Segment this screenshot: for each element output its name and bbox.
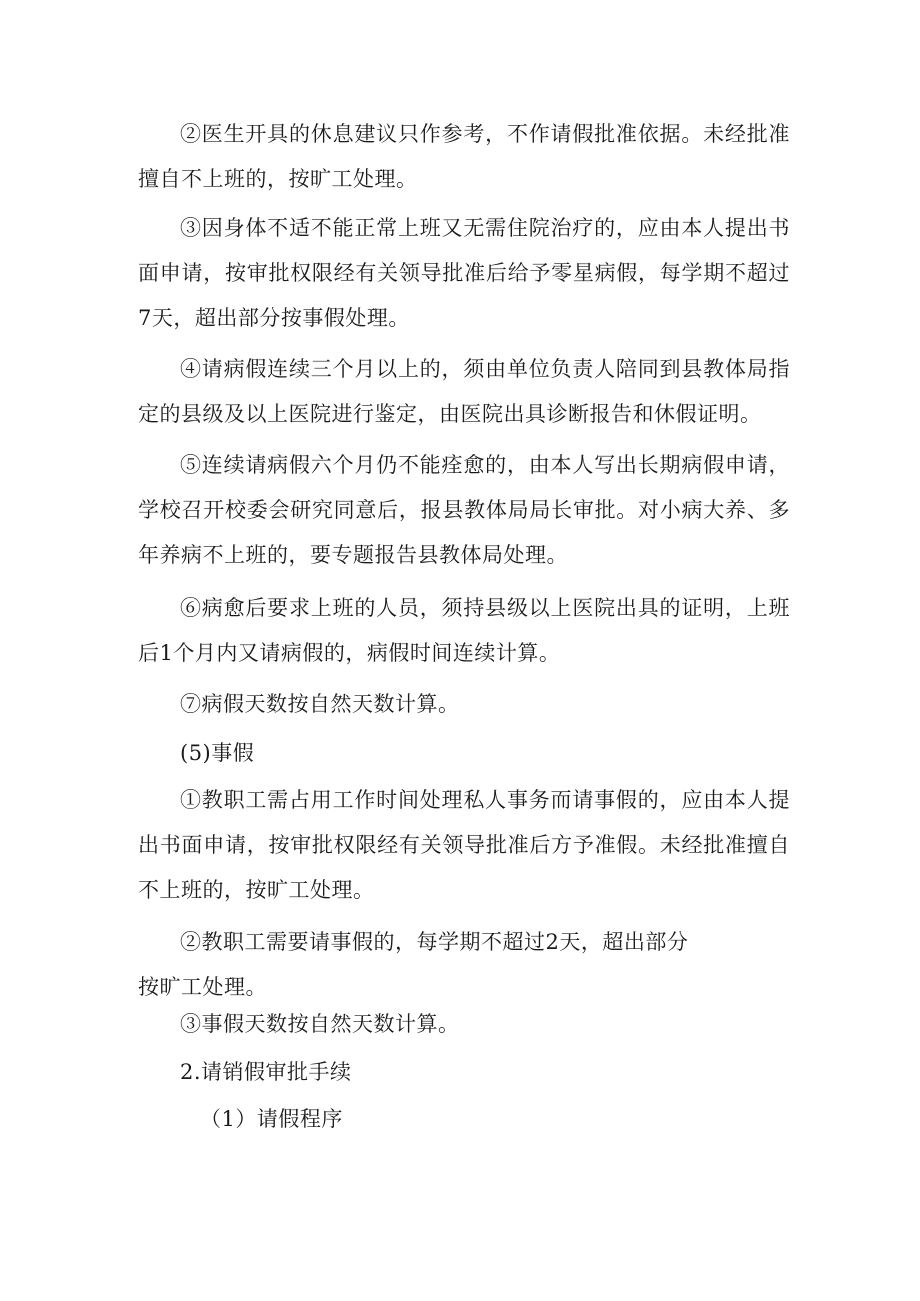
paragraph-personal-leave-application: ①教职工需占用工作时间处理私人事务而请事假的，应由本人提出书面申请，按审批权限经有关领导批准后方予准假。未经批准擅自不上班的，按旷工处理。	[138, 788, 790, 902]
paragraph-return-to-work: ⑥病愈后要求上班的人员，须持县级以上医院出具的证明，上班后1个月内又请病假的，病假时间连续计算。	[138, 596, 790, 665]
paragraph-six-month-sick-leave: ⑤连续请病假六个月仍不能痊愈的，由本人写出长期病假申请，学校召开校委会研究同意后，报县教体局局长审批。对小病大养、多年养病不上班的，要专题报告县教体局处理。	[138, 453, 790, 567]
paragraph-line: 按旷工处理。	[138, 975, 267, 999]
paragraph-sick-leave-days: ⑦病假天数按自然天数计算。	[180, 692, 460, 716]
paragraph-personal-leave-limit	[138, 920, 790, 1010]
paragraph-personal-leave-days: ③事假天数按自然天数计算。	[180, 1012, 460, 1036]
paragraph-long-sick-leave-appraisal: ④请病假连续三个月以上的，须由单位负责人陪同到县教体局指定的县级及以上医院进行鉴定，由医院出具诊断报告和休假证明。	[138, 357, 790, 426]
paragraph-line: ②教职工需要请事假的，每学期不超过2天，超出部分	[180, 930, 689, 954]
heading-personal-leave: (5)事假	[180, 741, 255, 765]
heading-leave-request-procedure: （1）请假程序	[200, 1107, 343, 1131]
paragraph-sporadic-sick-leave: ③因身体不适不能正常上班又无需住院治疗的，应由本人提出书面申请，按审批权限经有关领导批准后给予零星病假，每学期不超过7天，超出部分按事假处理。	[138, 216, 790, 330]
paragraph-doctor-advice: ②医生开具的休息建议只作参考，不作请假批准依据。未经批准擅自不上班的，按旷工处理。	[138, 122, 790, 191]
heading-leave-approval-procedure: 2.请销假审批手续	[180, 1060, 352, 1084]
